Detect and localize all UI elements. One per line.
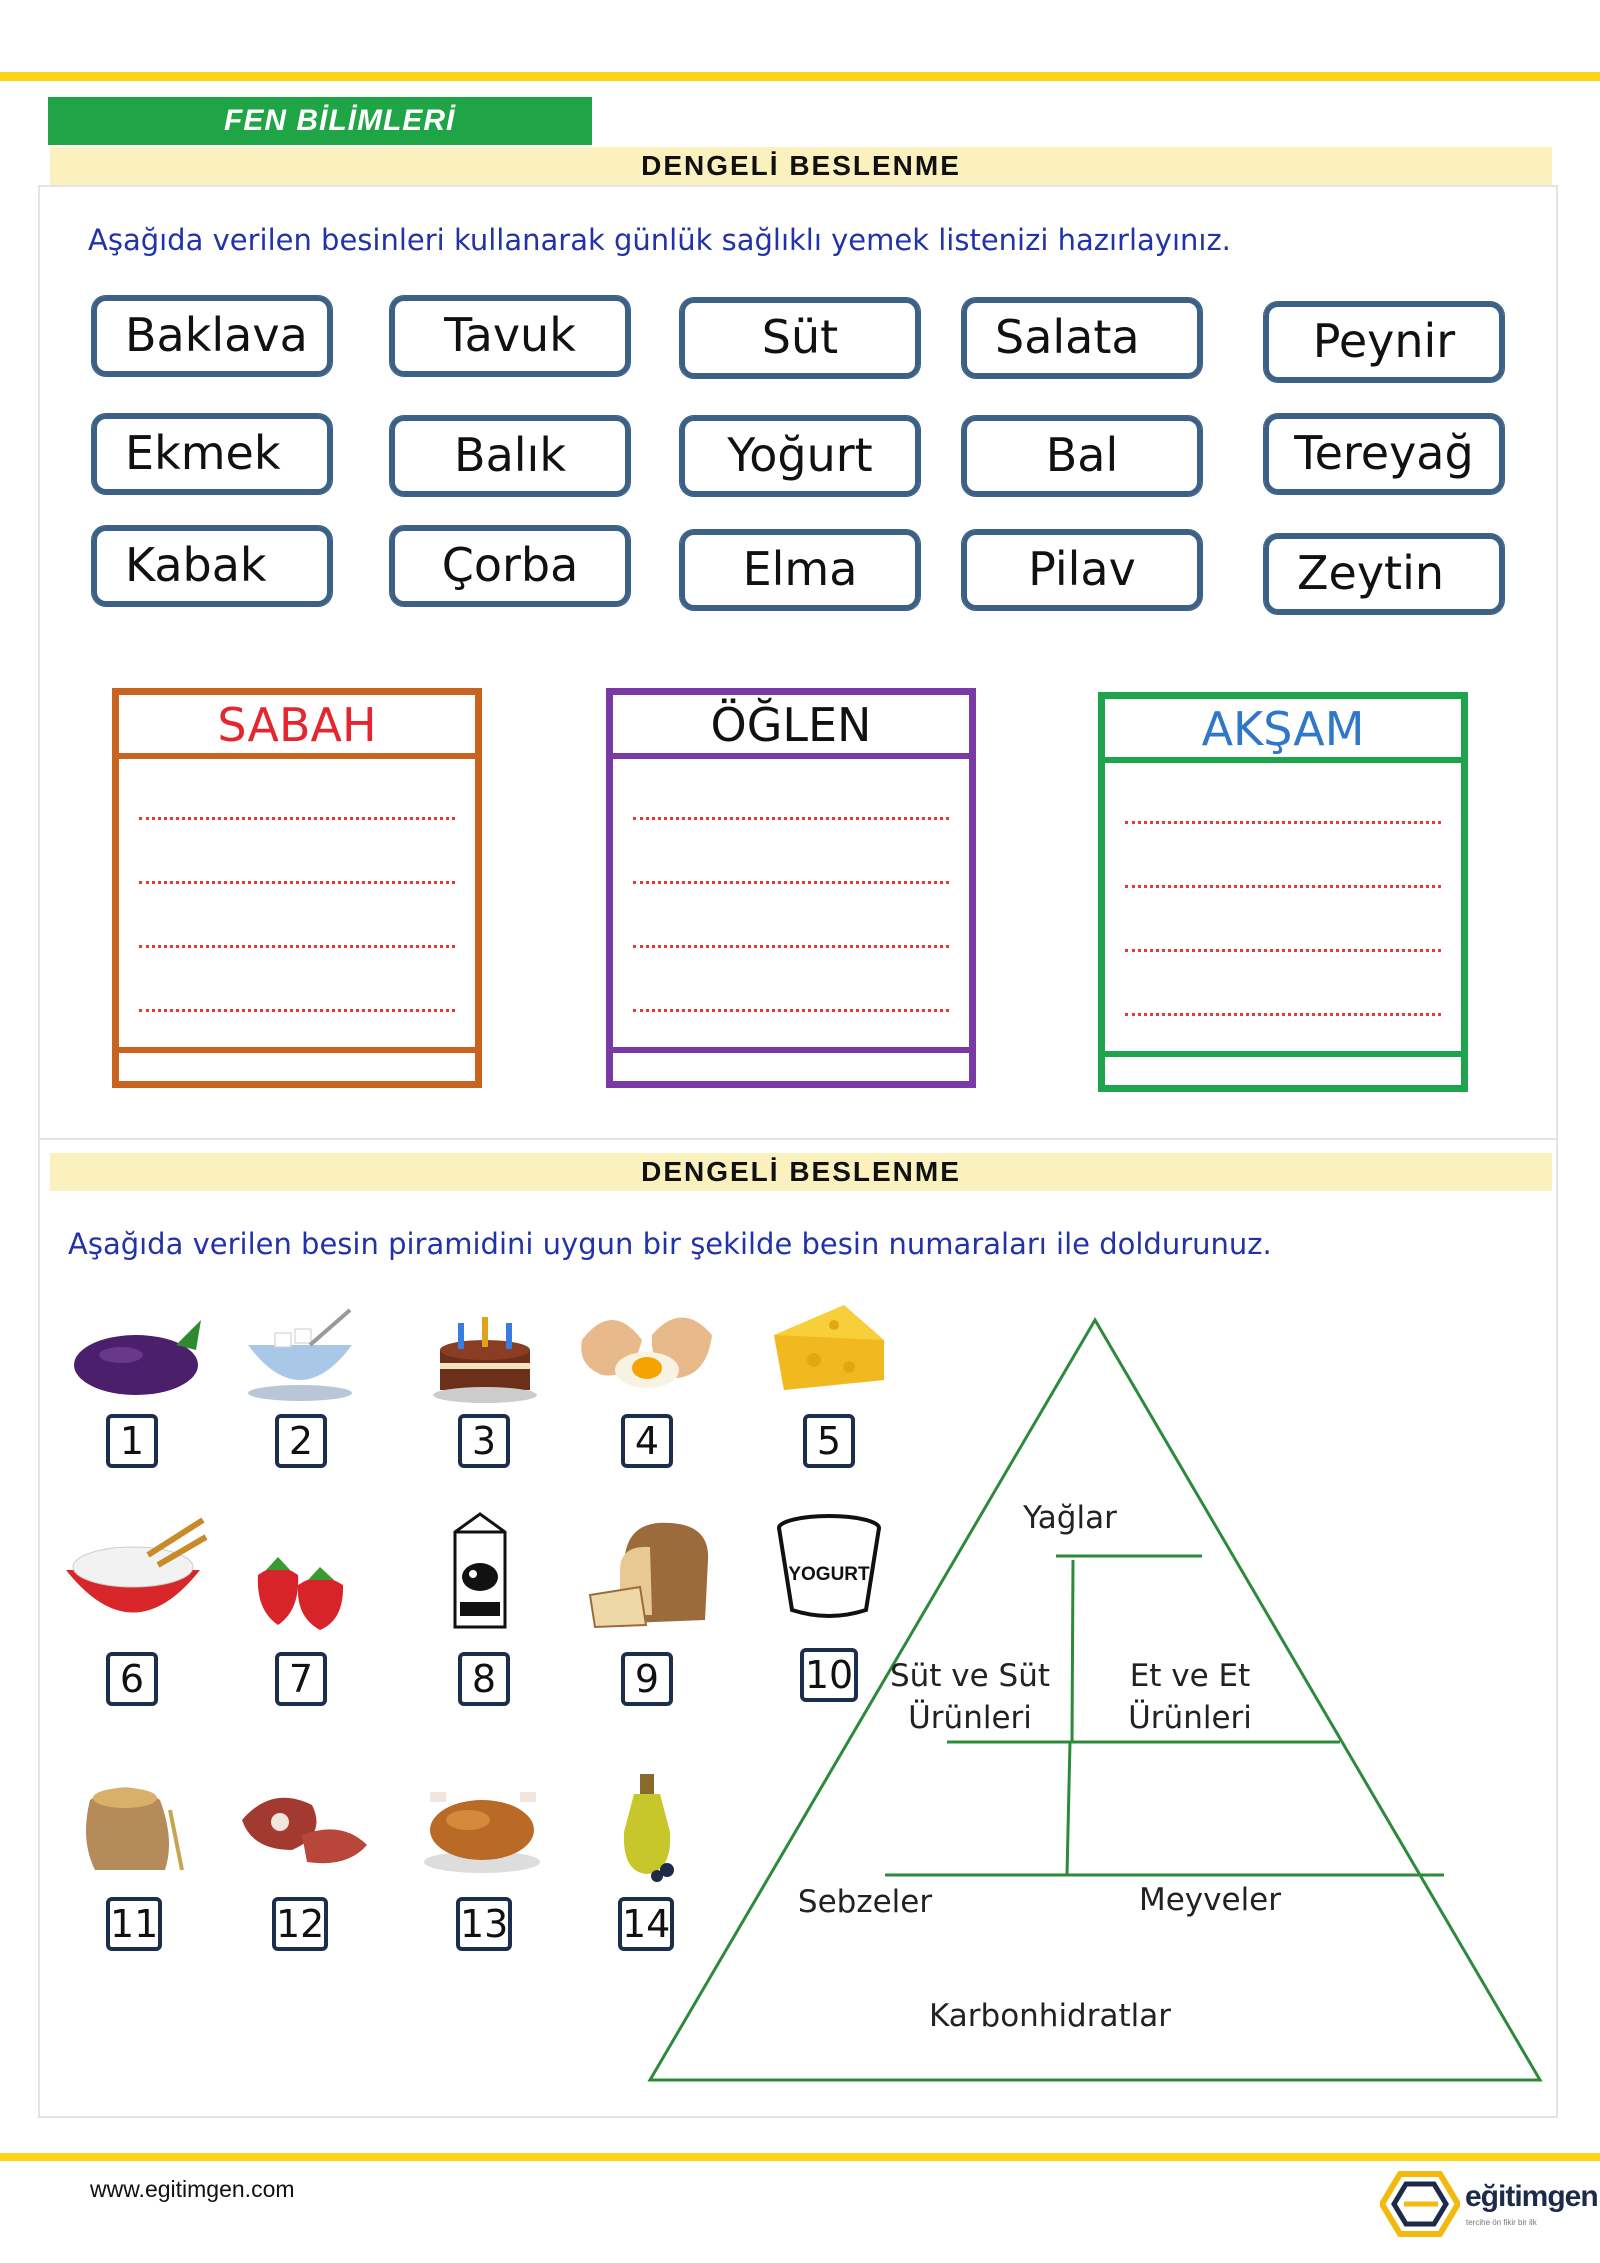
pyramid-meat: Et ve Et Ürünleri xyxy=(1128,1658,1252,1736)
food-word-card[interactable]: Elma xyxy=(680,530,920,610)
roast-chicken-icon xyxy=(420,1770,545,1875)
food-word-card[interactable]: Yoğurt xyxy=(680,416,920,496)
write-line[interactable] xyxy=(1125,949,1441,952)
strawberry-icon xyxy=(248,1535,358,1635)
meal-box-evening xyxy=(1098,692,1468,1092)
food-number: 5 xyxy=(803,1414,855,1468)
food-word-card[interactable]: Salata xyxy=(962,298,1202,378)
pyramid-dairy: Süt ve Süt Ürünleri xyxy=(889,1658,1051,1736)
write-line[interactable] xyxy=(633,945,949,948)
food-word-card[interactable]: Peynir xyxy=(1264,302,1504,382)
rice-bowl-icon xyxy=(58,1515,208,1630)
instruction-1: Aşağıda verilen besinleri kullanarak günlük sağlıklı yemek listenizi hazırlayınız. xyxy=(88,223,1231,257)
write-line[interactable] xyxy=(1125,885,1441,888)
top-yellow-line xyxy=(0,72,1600,81)
meal-box-morning xyxy=(112,688,482,1088)
write-line[interactable] xyxy=(139,881,455,884)
milk-carton-icon xyxy=(445,1512,515,1630)
food-word-card[interactable]: Süt xyxy=(680,298,920,378)
write-line[interactable] xyxy=(1125,1013,1441,1016)
food-number: 11 xyxy=(106,1897,162,1951)
food-number: 1 xyxy=(106,1414,158,1468)
meal-title: AKŞAM xyxy=(1105,699,1461,763)
write-line[interactable] xyxy=(633,1009,949,1012)
food-number: 14 xyxy=(618,1897,674,1951)
pyramid-fruits: Meyveler xyxy=(1138,1882,1281,1918)
food-word-card[interactable]: Çorba xyxy=(390,526,630,606)
pyramid-vegetables: Sebzeler xyxy=(797,1884,933,1920)
yogurt-label: YOGURT xyxy=(788,1564,870,1585)
meal-footer-line xyxy=(613,1047,969,1053)
food-word-card[interactable]: Balık xyxy=(390,416,630,496)
pyramid-divider xyxy=(1072,1560,1073,1742)
section-title-2: DENGELİ BESLENME xyxy=(50,1153,1552,1191)
instruction-2: Aşağıda verilen besin piramidini uygun bir şekilde besin numaraları ile doldurunuz. xyxy=(68,1227,1272,1261)
grain-sack-icon xyxy=(70,1770,190,1880)
sugar-bowl-icon xyxy=(240,1305,360,1405)
meal-title: SABAH xyxy=(119,695,475,759)
food-word-card[interactable]: Pilav xyxy=(962,530,1202,610)
footer-yellow-line xyxy=(0,2153,1600,2161)
food-word-card[interactable]: Zeytin xyxy=(1264,534,1504,614)
food-number: 7 xyxy=(275,1652,327,1706)
meal-footer-line xyxy=(119,1047,475,1053)
food-pyramid xyxy=(640,1310,1560,2090)
food-number: 4 xyxy=(621,1414,673,1468)
food-number: 3 xyxy=(458,1414,510,1468)
write-line[interactable] xyxy=(139,945,455,948)
food-number: 2 xyxy=(275,1414,327,1468)
write-line[interactable] xyxy=(139,817,455,820)
meat-icon xyxy=(232,1780,372,1870)
food-number: 8 xyxy=(458,1652,510,1706)
section-title-1: DENGELİ BESLENME xyxy=(50,147,1552,185)
food-number: 10 xyxy=(800,1648,858,1702)
food-word-card[interactable]: Tavuk xyxy=(390,296,630,376)
write-line[interactable] xyxy=(633,817,949,820)
food-number: 6 xyxy=(106,1652,158,1706)
eggplant-icon xyxy=(66,1310,206,1400)
brand-name: eğitimgen xyxy=(1465,2180,1598,2213)
cake-icon xyxy=(430,1305,540,1405)
write-line[interactable] xyxy=(633,881,949,884)
meal-footer-line xyxy=(1105,1051,1461,1057)
write-line[interactable] xyxy=(139,1009,455,1012)
food-word-card[interactable]: Bal xyxy=(962,416,1202,496)
brand-tagline: tercihe ön fikir bir ilk xyxy=(1466,2218,1537,2227)
footer-url[interactable]: www.egitimgen.com xyxy=(90,2176,295,2202)
food-number: 12 xyxy=(272,1897,328,1951)
write-line[interactable] xyxy=(1125,821,1441,824)
meal-title: ÖĞLEN xyxy=(613,695,969,759)
food-number: 9 xyxy=(621,1652,673,1706)
pyramid-carbs: Karbonhidratlar xyxy=(928,1998,1171,2034)
meal-box-noon xyxy=(606,688,976,1088)
subject-banner: FEN BİLİMLERİ xyxy=(48,97,592,145)
food-word-card[interactable]: Kabak xyxy=(92,526,332,606)
pyramid-divider xyxy=(1067,1742,1070,1875)
food-word-card[interactable]: Tereyağ xyxy=(1264,414,1504,494)
food-word-card[interactable]: Baklava xyxy=(92,296,332,376)
brand-logo-icon xyxy=(1380,2168,1460,2240)
pyramid-fats: Yağlar xyxy=(1023,1500,1117,1536)
food-number: 13 xyxy=(456,1897,512,1951)
food-word-card[interactable]: Ekmek xyxy=(92,414,332,494)
